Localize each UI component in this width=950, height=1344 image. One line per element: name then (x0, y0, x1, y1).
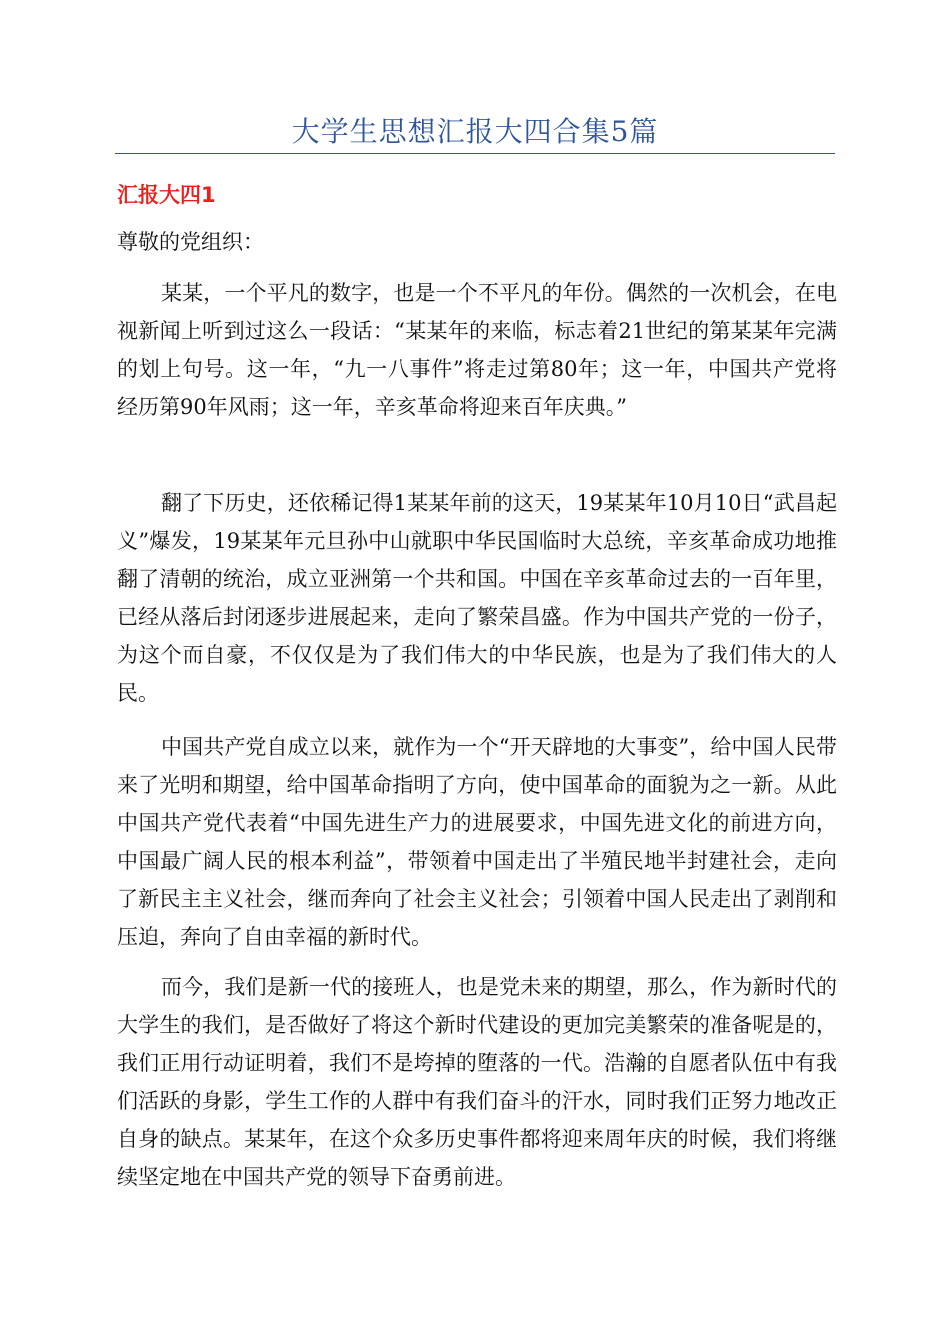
section-heading: 汇报大四1 (117, 183, 216, 207)
body-paragraph-4: 而今，我们是新一代的接班人，也是党未来的期望，那么，作为新时代的大学生的我们，是否做好了将这个新时代建设的更加完美繁荣的准备呢是的，我们正用行动证明着，我们不是垮掉的堕落的一代。浩瀚的自愿者队伍中有我们活跃的身影，学生工作的人群中有我们奋斗的汗水，同时我们正努力地改正自身的缺点。某某年，在这个众多历史事件都将迎来周年庆的时候，我们将继续坚定地在中国共产党的领导下奋勇前进。 (117, 975, 837, 1189)
title-underline (115, 153, 835, 154)
document-title: 大学生思想汇报大四合集5篇 (291, 115, 659, 148)
body-paragraph-1: 某某，一个平凡的数字，也是一个不平凡的年份。偶然的一次机会，在电视新闻上听到过这么一段话：“某某年的来临，标志着21世纪的第某某年完满的划上句号。这一年，“九一八事件”将走过第80年；这一年，中国共产党将经历第90年风雨；这一年，辛亥革命将迎来百年庆典。” (117, 281, 837, 419)
body-paragraph-2: 翻了下历史，还依稀记得1某某年前的这天，19某某年10月10日“武昌起义”爆发，19某某年元旦孙中山就职中华民国临时大总统，辛亥革命成功地推翻了清朝的统治，成立亚洲第一个共和国。中国在辛亥革命过去的一百年里，已经从落后封闭逐步进展起来，走向了繁荣昌盛。作为中国共产党的一份子，为这个而自豪，不仅仅是为了我们伟大的中华民族，也是为了我们伟大的人民。 (117, 491, 837, 705)
body-paragraph-3: 中国共产党自成立以来，就作为一个“开天辟地的大事变”，给中国人民带来了光明和期望，给中国革命指明了方向，使中国革命的面貌为之一新。从此中国共产党代表着“中国先进生产力的进展要求，中国先进文化的前进方向，中国最广阔人民的根本利益”，带领着中国走出了半殖民地半封建社会，走向了新民主主义社会，继而奔向了社会主义社会；引领着中国人民走出了剥削和压迫，奔向了自由幸福的新时代。 (117, 735, 837, 949)
salutation: 尊敬的党组织： (117, 230, 264, 254)
